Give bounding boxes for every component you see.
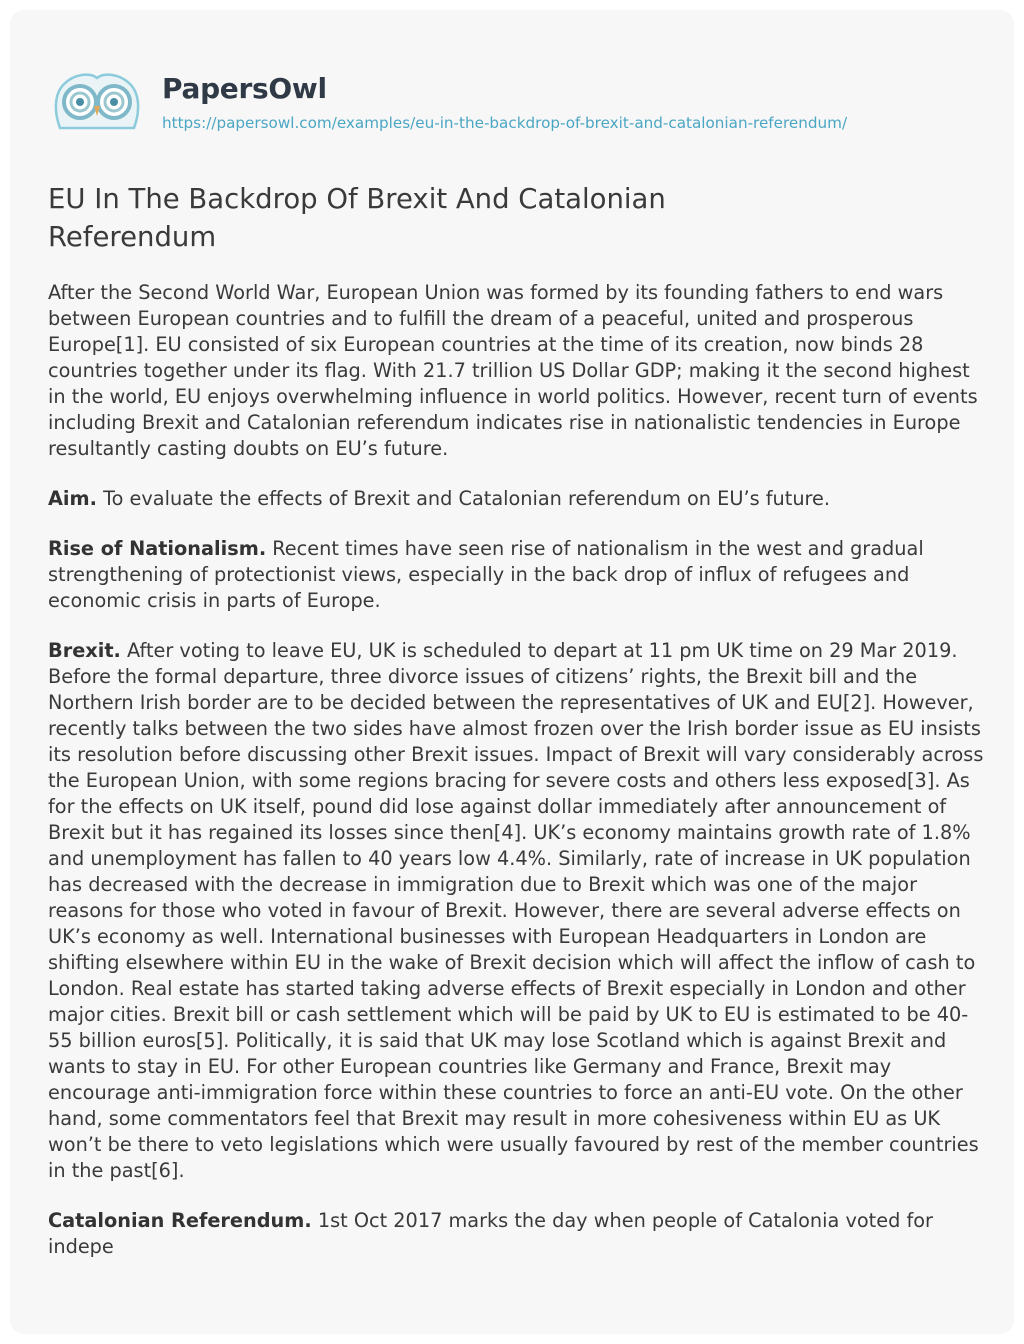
nationalism-heading: Rise of Nationalism. (48, 537, 267, 560)
intro-paragraph: After the Second World War, European Union was formed by its founding fathers to end wars between European countries and to fulfill the dream of a peaceful, united and prosperous Europe[1]. EU consisted of six European countries at the time of its creation, now binds 28 countries together under its flag. With 21.7 trillion US Dollar GDP; making it the second highest in the world, EU enjoys overwhelming influence in world politics. However, recent turn of events including Brexit and Catalonian referendum indicates rise in nationalistic tendencies in Europe resultantly casting doubts on EU’s future. (48, 281, 978, 460)
catalonia-text: 1st Oct 2017 marks the day when people of Catalonia voted for indepe (48, 1209, 933, 1258)
owl-logo-icon (50, 68, 144, 132)
article-body (48, 280, 988, 1284)
catalonia-heading: Catalonian Referendum. (48, 1209, 312, 1232)
brexit-heading: Brexit. (48, 639, 121, 662)
brand-name: PapersOwl (162, 72, 327, 105)
source-url-link[interactable]: https://papersowl.com/examples/eu-in-the-backdrop-of-brexit-and-catalonian-referendum/ (162, 114, 848, 132)
brexit-paragraph (48, 638, 988, 1184)
brexit-text: After voting to leave EU, UK is scheduled to depart at 11 pm UK time on 29 Mar 2019. Before the formal departure, three divorce issues of citizens’ rights, the Brexit bill and the Northern Irish border are to be decided between the representatives of UK and EU[2]. However, recently talks between the two sides have almost frozen over the Irish border issue as EU insists its resolution before discussing other Brexit issues. Impact of Brexit will vary considerably across the European Union, with some regions bracing for severe costs and others less exposed[3]. As for the effects on UK itself, pound did lose against dollar immediately after announcement of Brexit but it has regained its losses since then[4]. UK’s economy maintains growth rate of 1.8% and unemployment has fallen to 40 years low 4.4%. Similarly, rate of increase in UK population has decreased with the decrease in immigration due to Brexit which was one of the major reasons for those who voted in favour of Brexit. However, there are several adverse effects on UK’s economy as well. International businesses with European Headquarters in London are shifting elsewhere within EU in the wake of Brexit decision which will affect the inflow of cash to London. Real estate has started taking adverse effects of Brexit especially in London and other major cities. Brexit bill or cash settlement which will be paid by UK to EU is estimated to be 40-55 billion euros[5]. Politically, it is said that UK may lose Scotland which is against Brexit and wants to stay in EU. For other European countries like Germany and France, Brexit may encourage anti-immigration force within these countries to force an anti-EU vote. On the other hand, some commentators feel that Brexit may result in more cohesiveness within EU as UK won’t be there to veto legislations which were usually favoured by rest of the member countries in the past[6]. (48, 639, 984, 1182)
nationalism-text: Recent times have seen rise of nationalism in the west and gradual strengthening of protectionist views, especially in the back drop of influx of refugees and economic crisis in parts of Europe. (48, 537, 924, 612)
article-title: EU In The Backdrop Of Brexit And Catalonian Referendum (48, 183, 666, 253)
aim-heading: Aim. (48, 487, 97, 510)
catalonia-paragraph (48, 1208, 988, 1260)
nationalism-paragraph (48, 536, 988, 614)
aim-paragraph (48, 486, 988, 512)
aim-text: To evaluate the effects of Brexit and Catalonian referendum on EU’s future. (96, 487, 831, 510)
document-page (10, 10, 1014, 1334)
